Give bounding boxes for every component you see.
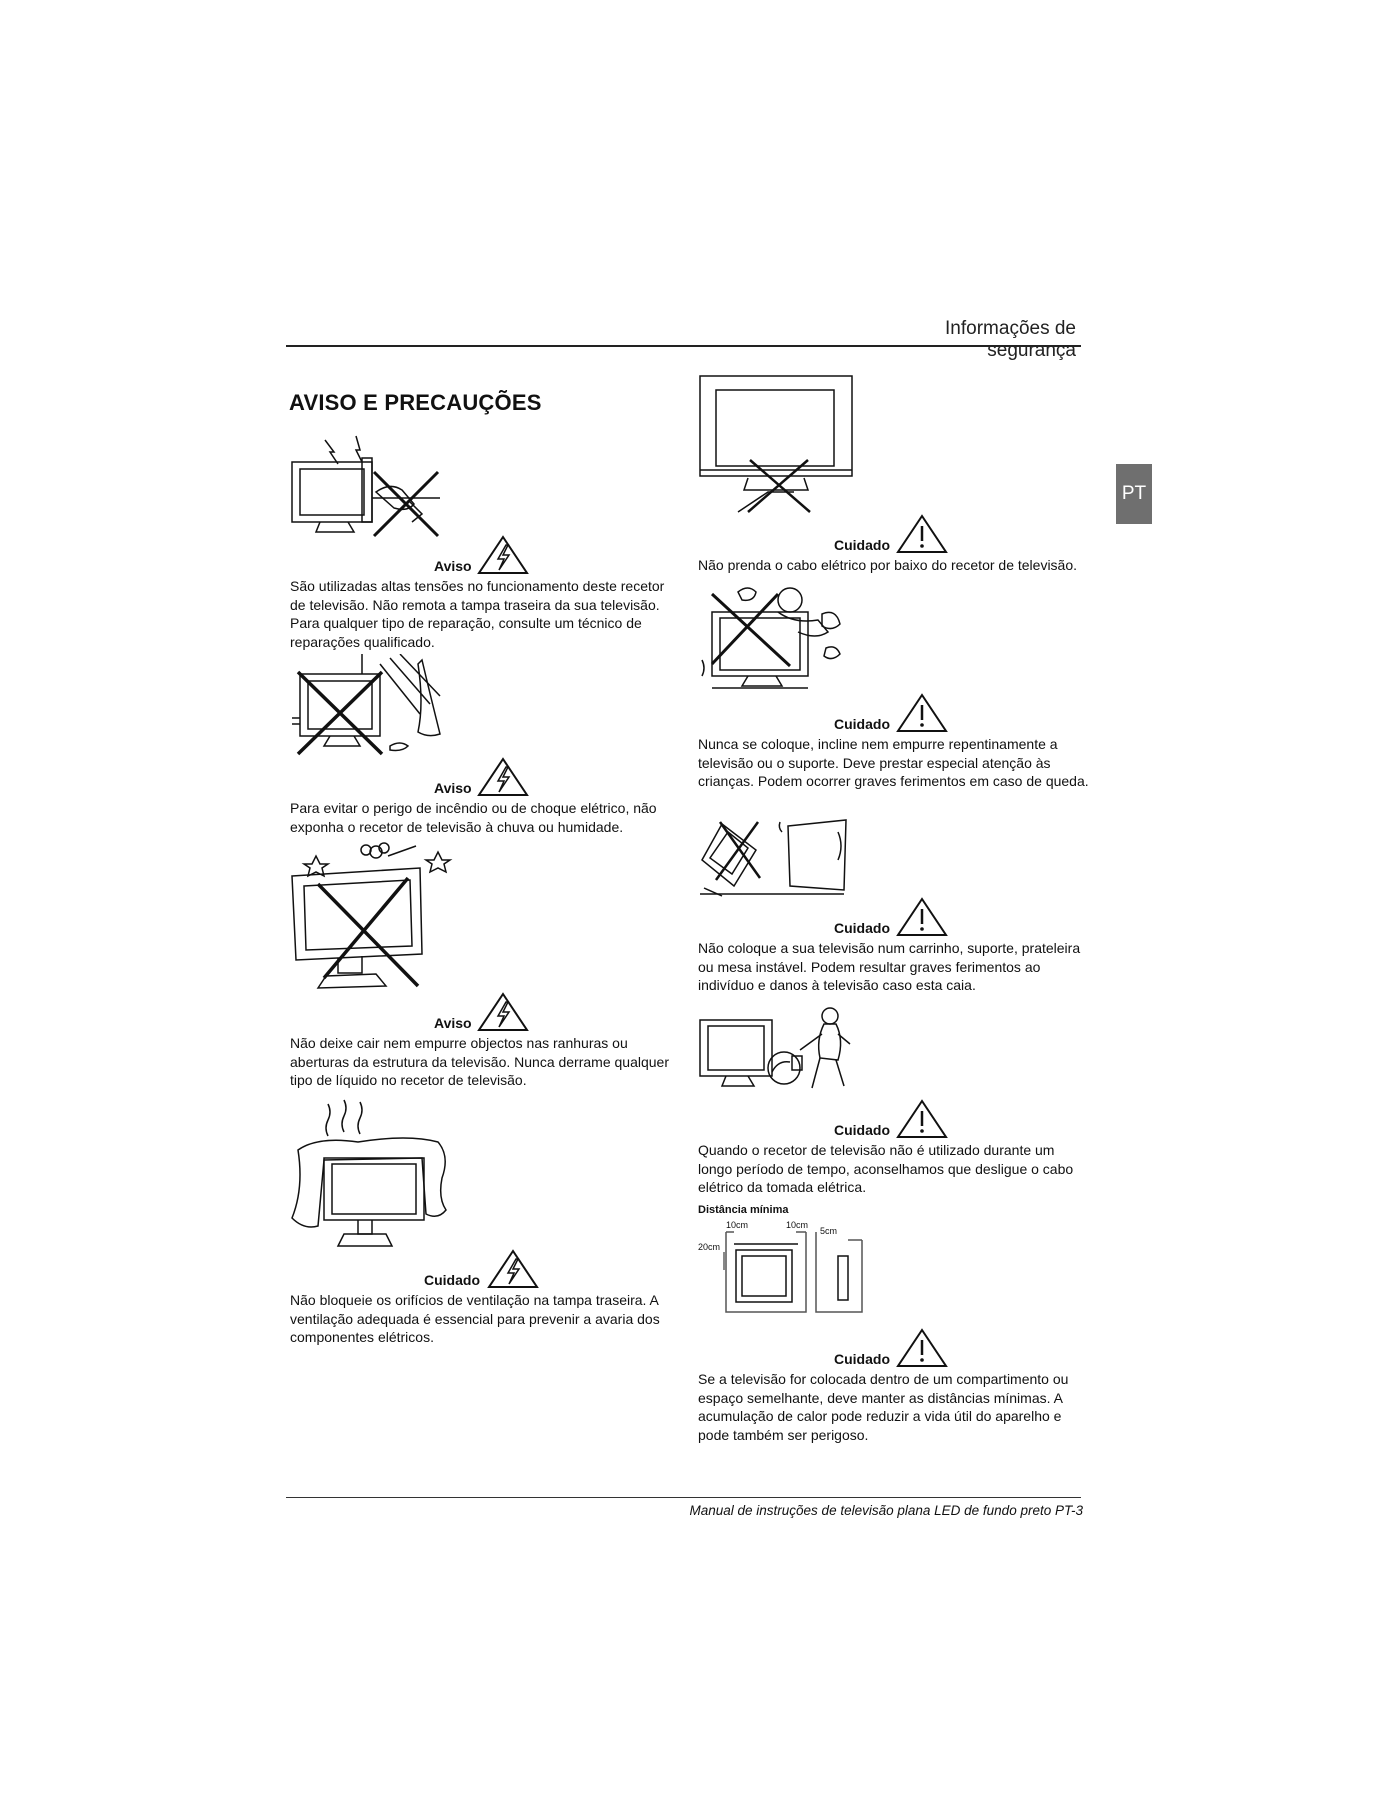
left-item-3-label: Aviso (434, 1015, 472, 1031)
exclamation-warning-icon (896, 897, 948, 937)
left-item-2-label: Aviso (434, 780, 472, 796)
left-item-4-text: Não bloqueie os orifícios de ventilação na tampa traseira. A ventilação adequada é essencial para prevenir a avaria dos componentes elétricos. (290, 1292, 660, 1345)
left-item-4-label: Cuidado (424, 1272, 480, 1288)
min-distance-title: Distância mínima (698, 1204, 789, 1216)
clearance-top-left: 10cm (726, 1220, 749, 1230)
exclamation-warning-icon (896, 514, 948, 554)
left-item-3-text: Não deixe cair nem empurre objectos nas ranhuras ou aberturas da estrutura da televisão. Nunca derrame qualquer tipo de líquido no recetor de televisão. (290, 1035, 669, 1088)
footer-rule (286, 1497, 1081, 1498)
right-item-1-text: Não prenda o cabo elétrico por baixo do recetor de televisão. (698, 557, 1078, 573)
right-item-4-label: Cuidado (834, 1122, 890, 1138)
clearance-left: 20cm (698, 1242, 721, 1252)
clearance-side: 5cm (820, 1226, 838, 1236)
left-item-1-text: São utilizadas altas tensões no funcionamento deste recetor de televisão. Não remota a tampa traseira da sua televisão. Para qualquer tipo de reparação, consulte um técnico de reparações qualificado. (290, 578, 665, 650)
right-item-3-text: Não coloque a sua televisão num carrinho, suporte, prateleira ou mesa instável. Podem resultar graves ferimentos ao indivíduo e danos à televisão caso esta caia. (698, 940, 1081, 993)
left-item-1-label: Aviso (434, 558, 472, 574)
clearance-drawing (698, 1220, 868, 1320)
right-item-1-label: Cuidado (834, 537, 890, 553)
header-rule (286, 345, 1081, 347)
power-cable-illustration (698, 374, 858, 514)
exclamation-warning-icon (896, 693, 948, 733)
right-item-2-text: Nunca se coloque, incline nem empurre repentinamente a televisão ou o suporte. Deve prestar especial atenção às crianças. Podem ocorrer graves ferimentos em caso de queda. (698, 736, 1089, 789)
lightning-warning-icon (487, 1249, 539, 1289)
right-item-2-label: Cuidado (834, 716, 890, 732)
lightning-warning-icon (477, 757, 529, 797)
unstable-stand-illustration (698, 816, 848, 900)
lightning-warning-icon (477, 535, 529, 575)
min-distance-diagram (698, 1220, 868, 1320)
right-item-4-text: Quando o recetor de televisão não é utilizado durante um longo período de tempo, aconselhamos que desligue o cabo elétrico da tomada elétrica. (698, 1142, 1074, 1195)
high-voltage-illustration (290, 432, 450, 542)
section-title: Informações de segurança (945, 318, 1076, 361)
exclamation-warning-icon (896, 1099, 948, 1139)
footer-text: Manual de instruções de televisão plana LED de fundo preto PT-3 (689, 1503, 1083, 1518)
exclamation-warning-icon (896, 1328, 948, 1368)
rain-humidity-illustration (290, 654, 450, 764)
right-item-3-label: Cuidado (834, 920, 890, 936)
lightning-warning-icon (477, 992, 529, 1032)
child-climbing-illustration (698, 584, 858, 694)
falling-objects-illustration (288, 838, 458, 998)
clearance-top-right: 10cm (786, 1220, 809, 1230)
right-item-5-label: Cuidado (834, 1351, 890, 1367)
covered-ventilation-illustration (288, 1098, 458, 1248)
right-item-5-text: Se a televisão for colocada dentro de um compartimento ou espaço semelhante, deve manter as distâncias mínimas. A acumulação de calor pode reduzir a vida útil do aparelho e pode também ser perigoso. (698, 1371, 1069, 1443)
language-tab[interactable]: PT (1116, 464, 1152, 524)
unplug-illustration (698, 1000, 868, 1096)
left-item-2-text: Para evitar o perigo de incêndio ou de choque elétrico, não exponha o recetor de televisão à chuva ou humidade. (290, 800, 657, 835)
page-heading: AVISO E PRECAUÇÕES (289, 390, 542, 415)
